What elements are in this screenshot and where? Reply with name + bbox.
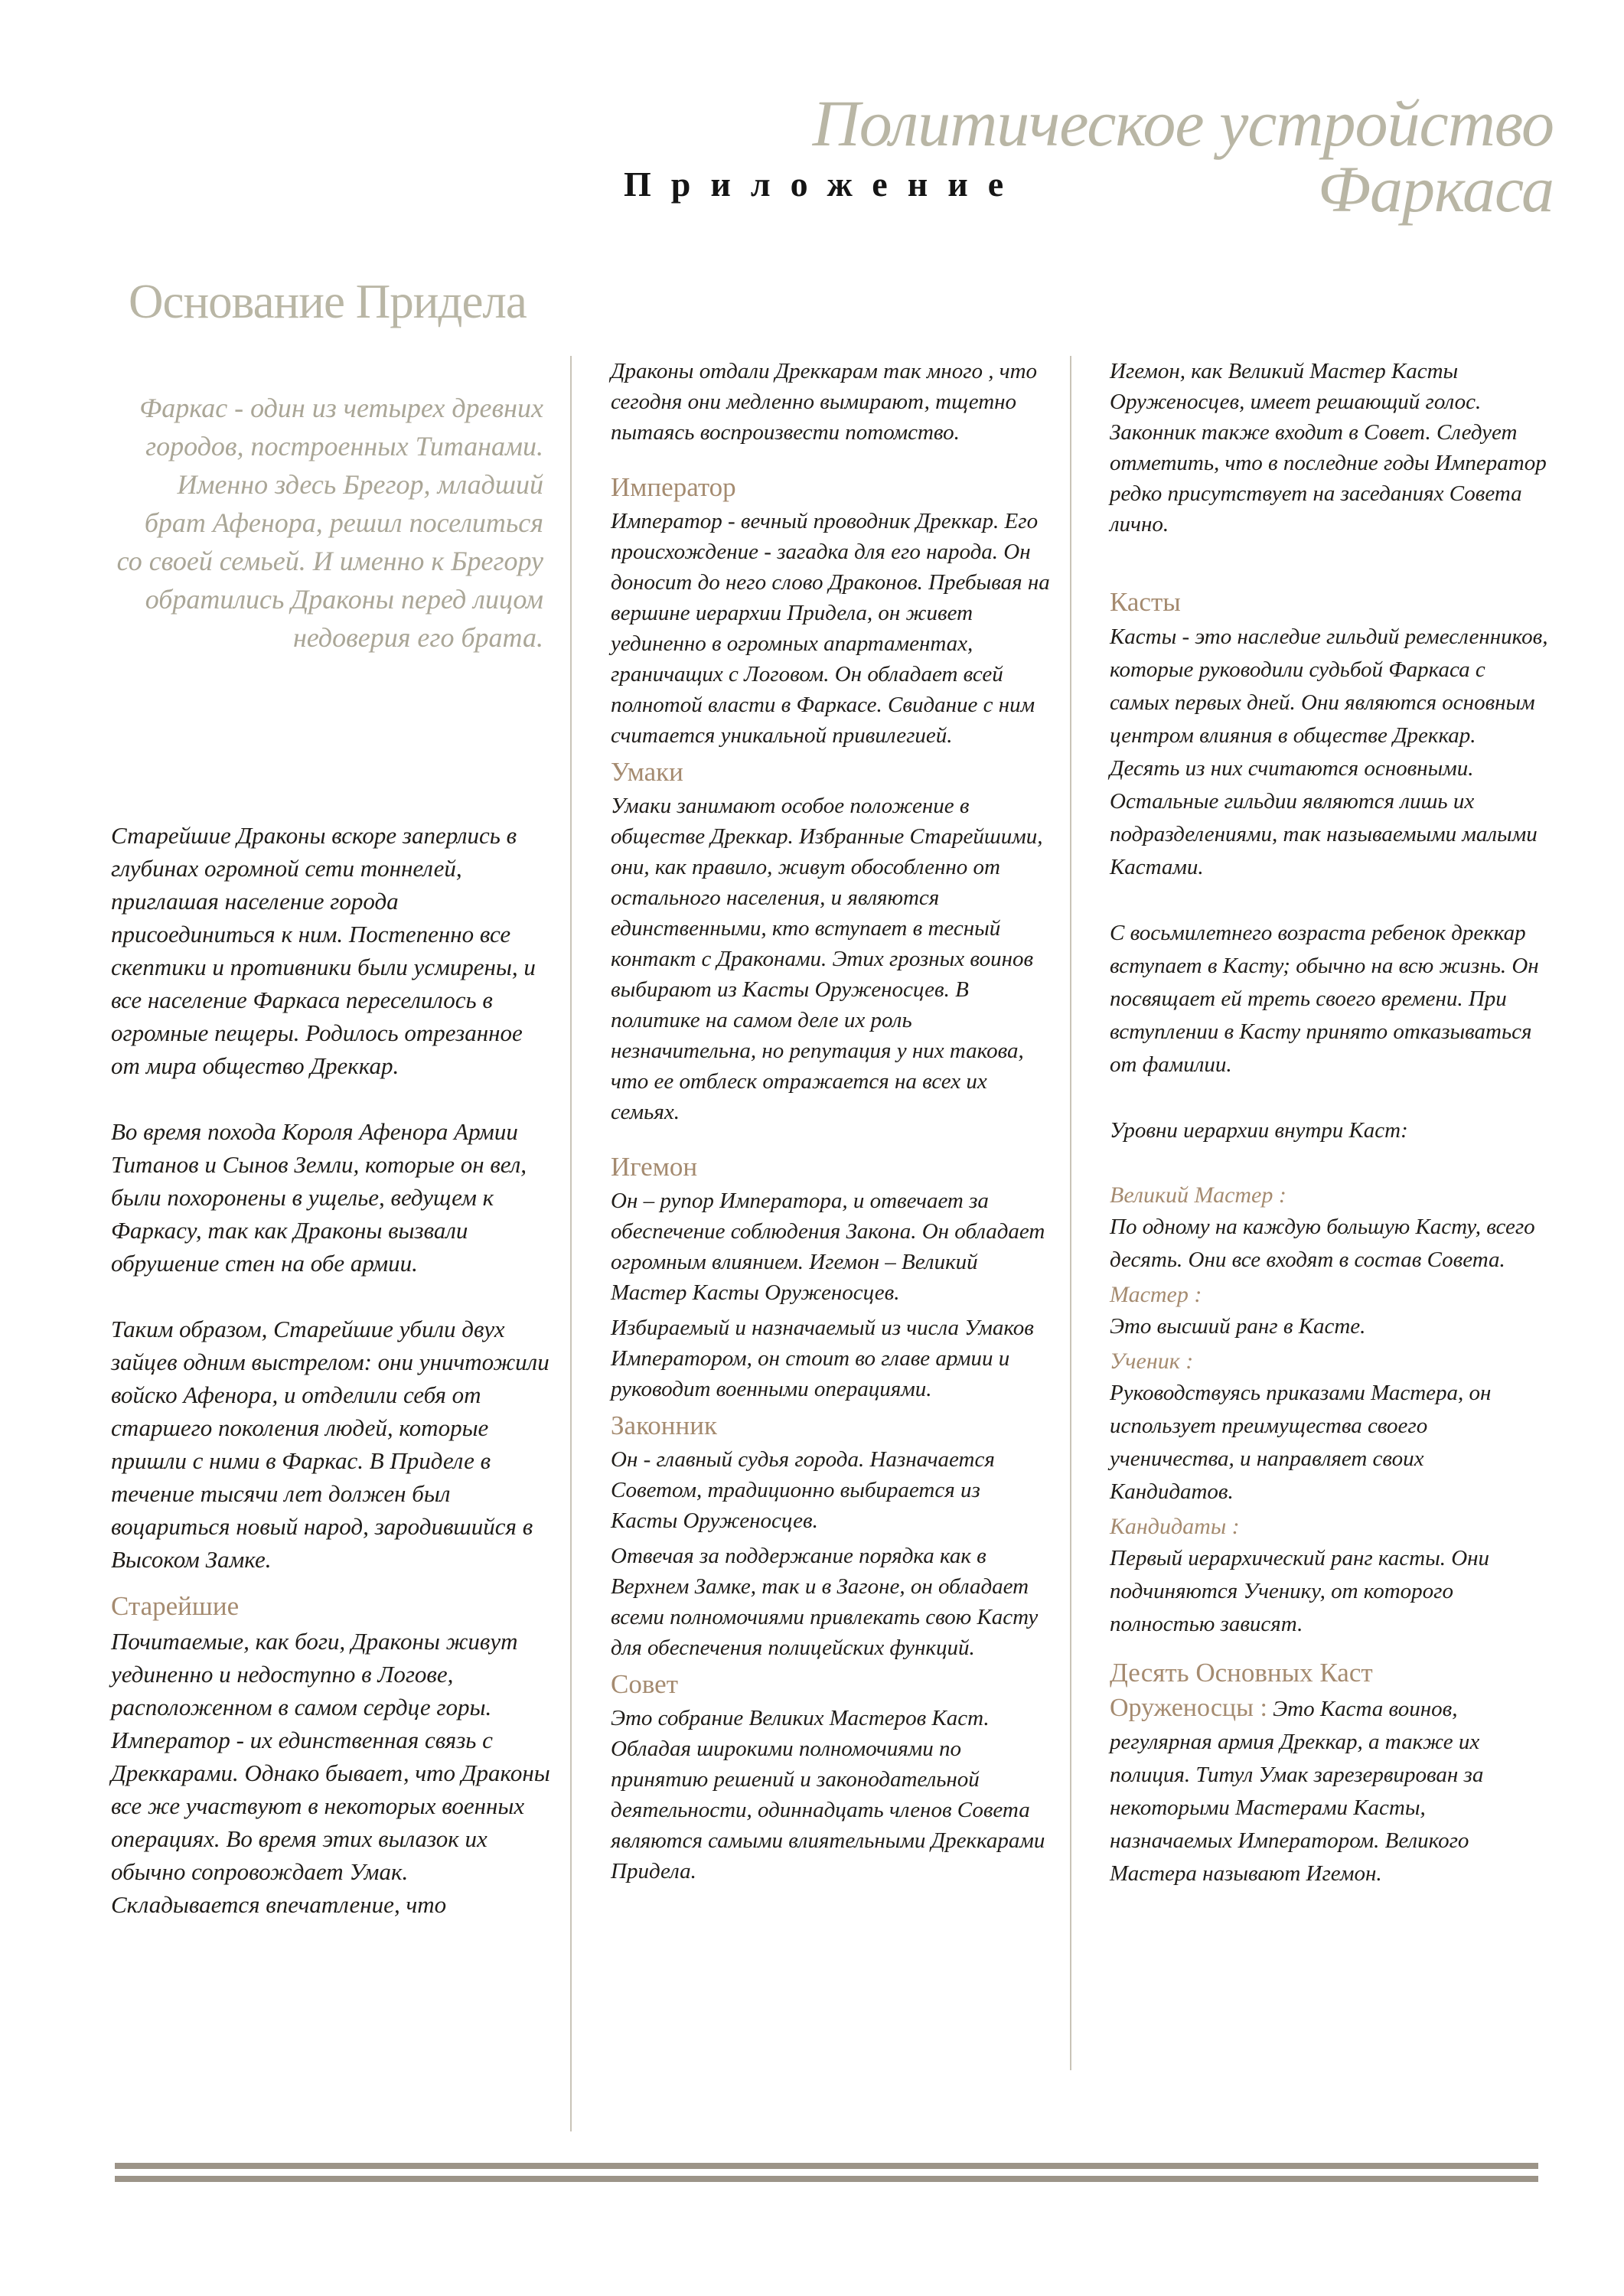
paragraph: Драконы отдали Дреккарам так много , что сегодня они медленно вымирают, тщетно пытаясь воспроизвести потомство. (611, 359, 1038, 445)
paragraph: Во время похода Короля Афенора Армии Титанов и Сынов Земли, которые он вел, были похоронены в ущелье, ведущем к Фаркасу, так как Драконы вызвали обрушение стен на обе армии. (111, 1118, 527, 1277)
paragraph: Это собрание Великих Мастеров Каст. Обладая широкими полномочиями по принятию решений и законодательной деятельности, одиннадцать членов Совета являются самыми влиятельными Дреккарами Придела. (611, 1706, 1045, 1883)
paragraph: По одному на каждую большую Касту, всего десять. Они все входят в состав Совета. (1110, 1215, 1535, 1272)
intro-quote: Фаркас - один из четырех древних городов, построенных Титанами. Именно здесь Брегор, младший брат Афенора, решил поселиться со своей семьей. И именно к Брегору обратились Драконы перед лицом недоверия его брата. (116, 393, 543, 653)
heading-ten-castes: Десять Основных Каст (1110, 1658, 1373, 1688)
page-title: Политическое устройство Фаркаса (812, 86, 1554, 226)
heading-grand-master: Великий Мастер : (1110, 1182, 1286, 1208)
paragraph: Первый иерархический ранг касты. Они подчиняются Ученику, от которого полностью зависят. (1110, 1546, 1490, 1636)
paragraph: С восьмилетнего возраста ребенок дреккар вступает в Касту; обычно на всю жизнь. Он посвящает ей треть своего времени. При вступлении в Касту принято отказываться от фамилии. (1110, 921, 1539, 1077)
paragraph: Почитаемые, как боги, Драконы живут уединенно и недоступно в Логове, расположенном в самом сердце горы. Император - их единственная связь с Дреккарами. Однако бывает, что Драконы все же участвуют в некоторых военных операциях. Во время этих вылазок их обычно сопровождает Умак. Складывается впечатление, что (111, 1628, 550, 1918)
footer-rule-bottom (115, 2176, 1538, 2182)
paragraph: Таким образом, Старейшие убили двух зайцев одним выстрелом: они уничтожили войско Афенора, и отделили себя от старшего поколения людей, которые пришли с ними в Фаркас. В Приделе в течение тысячи лет должен был воцариться новый народ, зародившийся в Высоком Замке. (111, 1316, 549, 1573)
paragraph (1110, 1691, 1550, 1890)
heading-hegemon: Игемон (611, 1152, 698, 1182)
paragraph: Это высший ранг в Касте. (1110, 1314, 1366, 1339)
paragraph: Уровни иерархии внутри Каст: (1110, 1118, 1408, 1143)
paragraph: Он - главный судья города. Назначается Советом, традиционно выбирается из Касты Оруженосцев. (611, 1447, 995, 1533)
footer-rule-top (115, 2163, 1538, 2169)
paragraph: Умаки занимают особое положение в обществе Дреккар. Избранные Старейшими, они, как правило, живут обособленно от остального населения, и являются единственными, кто вступает в тесный контакт с Драконами. Этих грозных воинов выбирают из Касты Оруженосцев. В политике на самом деле их роль незначительна, но репутация у них такова, что ее отблеск отражается на всех их семьях. (611, 794, 1043, 1124)
paragraph: Император - вечный проводник Дреккар. Его происхождение - загадка для его народа. Он доносит до него слово Драконов. Пребывая на вершине иерархии Придела, он живет уединенно в огромных апартаментах, граничащих с Логовом. Он обладает всей полнотой власти в Фаркасе. Свидание с ним считается уникальной привилегией. (611, 509, 1050, 748)
paragraph: Старейшие Драконы вскоре заперлись в глубинах огромной сети тоннелей, приглашая население города присоединиться к ним. Постепенно все скептики и противники были усмирены, и все население Фаркаса переселилось в огромные пещеры. Родилось отрезанное от мира общество Дреккар. (111, 822, 536, 1079)
paragraph: Руководствуясь приказами Мастера, он использует преимущества своего ученичества, и направляет своих Кандидатов. (1110, 1381, 1492, 1504)
heading-master: Мастер : (1110, 1282, 1202, 1307)
heading-elders: Старейшие (111, 1591, 240, 1621)
page-subtitle: Приложение (624, 165, 1024, 204)
heading-student: Ученик : (1110, 1349, 1194, 1374)
column-3 (1110, 356, 1550, 1890)
heading-castes: Касты (1110, 587, 1181, 617)
paragraph: Касты - это наследие гильдий ремесленников, которые руководили судьбой Фаркаса с самых первых дней. Они являются основным центром влияния в обществе Дреккар. Десять из них считаются основными. Остальные гильдии являются лишь их подразделениями, так называемыми малыми Кастами. (1110, 625, 1548, 879)
paragraph: Игемон, как Великий Мастер Касты Оруженосцев, имеет решающий голос. Законник также входит в Совет. Следует отметить, что в последние годы Император редко присутствует на заседаниях Совета лично. (1110, 359, 1547, 536)
heading-squires: Оруженосцы : (1110, 1694, 1267, 1722)
heading-council: Совет (611, 1669, 678, 1699)
heading-lawman: Законник (611, 1411, 717, 1440)
paragraph: Избираемый и назначаемый из числа Умаков Императором, он стоит во главе армии и руководит военными операциями. (611, 1316, 1034, 1401)
column-divider-1 (570, 356, 572, 2131)
column-1 (111, 819, 551, 1954)
paragraph: Отвечая за поддержание порядка как в Верхнем Замке, так и в Загоне, он обладает всеми полномочиями привлекать свою Касту для обеспечения полицейских функций. (611, 1544, 1039, 1660)
column-divider-2 (1070, 356, 1071, 2070)
paragraph: Он – рупор Императора, и отвечает за обеспечение соблюдения Закона. Он обладает огромным влиянием. Игемон – Великий Мастер Касты Оруженосцев. (611, 1189, 1045, 1305)
column-2 (611, 356, 1051, 1891)
heading-candidates: Кандидаты : (1110, 1514, 1240, 1539)
heading-emperor: Император (611, 472, 736, 502)
section-title: Основание Придела (129, 275, 527, 328)
heading-umak: Умаки (611, 757, 683, 787)
squires-text: Это Каста воинов, регулярная армия Дреккар, а также их полиция. Титул Умак зарезервирован за некоторыми Мастерами Касты, назначаемых Императором. Великого Мастера называют Игемон. (1110, 1697, 1484, 1886)
